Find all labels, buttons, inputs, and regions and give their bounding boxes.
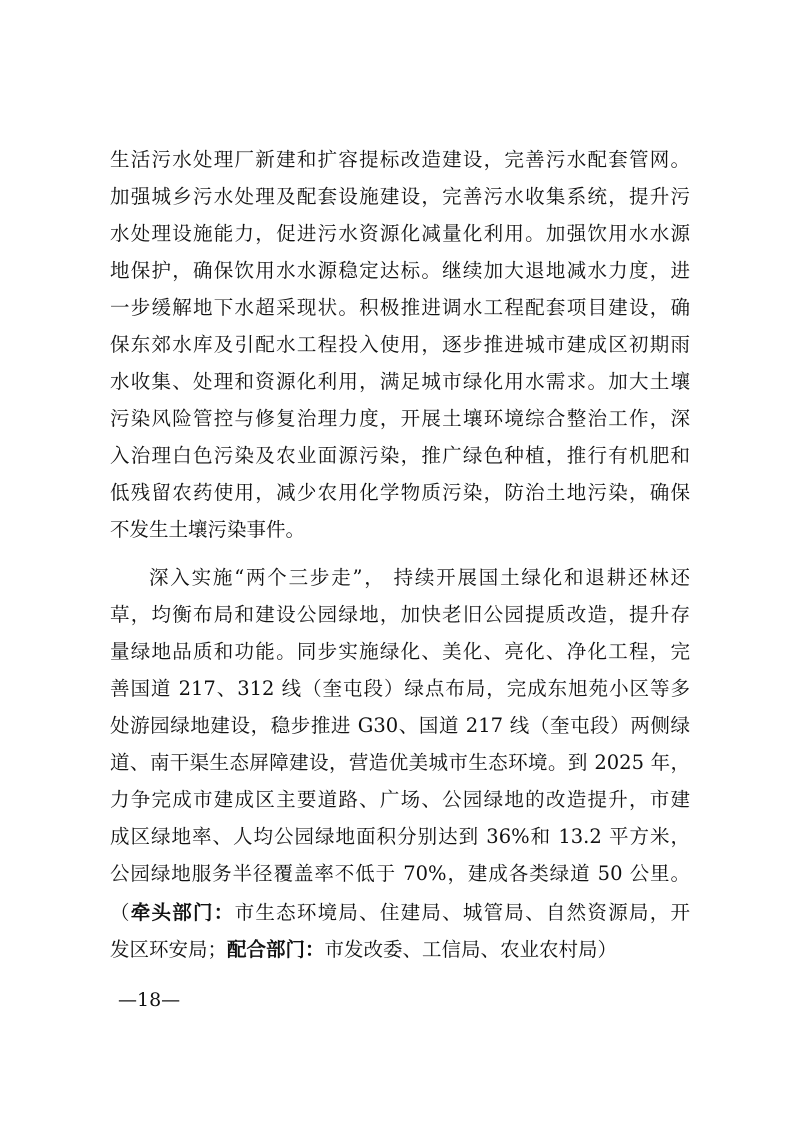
text-line: 保东郊水库及引配水工程投入使用，逐步推进城市建成区初期雨 (110, 333, 690, 356)
text-line: 污染风险管控与修复治理力度，开展土壤环境综合整治工作，深 (110, 407, 690, 430)
text-line: 善国道 217、312 线（奎屯段）绿点布局，完成东旭苑小区等多 (110, 677, 690, 700)
page-number: —18— (118, 989, 181, 1011)
text-line: 深入实施“两个三步走”， 持续开展国土绿化和退耕还林还 (149, 566, 690, 589)
text-line: 一步缓解地下水超采现状。积极推进调水工程配套项目建设，确 (110, 296, 690, 319)
coop-departments-text: 市发改委、工信局、农业农村局） (324, 938, 618, 961)
coop-colon: ： (305, 938, 325, 961)
text-line: 力争完成市建成区主要道路、广场、公园绿地的改造提升，市建 (110, 788, 690, 811)
lead-departments-text-cont: 发区环安局； (110, 938, 228, 961)
text-line: 低残留农药使用，减少农用化学物质污染，防治土地污染，确保 (110, 481, 690, 504)
text-line: 生活污水处理厂新建和扩容提标改造建设，完善污水配套管网。 (110, 148, 690, 171)
open-paren: （ (110, 901, 131, 924)
lead-colon: ： (213, 901, 235, 924)
coop-departments-line (110, 935, 690, 965)
text-line: 道、南干渠生态屏障建设，营造优美城市生态环境。到 2025 年， (110, 751, 690, 774)
lead-departments-line (110, 898, 690, 928)
text-line: 水处理设施能力，促进污水资源化减量化利用。加强饮用水水源 (110, 222, 690, 245)
text-line: 草，均衡布局和建设公园绿地，加快老旧公园提质改造，提升存 (110, 603, 690, 626)
text-line: 处游园绿地建设，稳步推进 G30、国道 217 线（奎屯段）两侧绿 (110, 714, 690, 737)
text-line: 公园绿地服务半径覆盖率不低于 70%，建成各类绿道 50 公里。 (110, 862, 690, 885)
text-line: 量绿地品质和功能。同步实施绿化、美化、亮化、净化工程，完 (110, 640, 690, 663)
coop-departments-label: 配合部门 (227, 938, 306, 961)
lead-departments-label: 牵头部门 (130, 901, 214, 924)
text-line: 加强城乡污水处理及配套设施建设，完善污水收集系统，提升污 (110, 185, 690, 208)
text-line: 地保护，确保饮用水水源稳定达标。继续加大退地减水力度，进 (110, 259, 690, 282)
text-line: 成区绿地率、人均公园绿地面积分别达到 36%和 13.2 平方米， (110, 825, 690, 848)
lead-departments-text: 市生态环境局、住建局、城管局、自然资源局，开 (234, 901, 690, 924)
text-line: 水收集、处理和资源化利用，满足城市绿化用水需求。加大土壤 (110, 370, 690, 393)
text-line: 入治理白色污染及农业面源污染，推广绿色种植，推行有机肥和 (110, 444, 690, 467)
text-line: 不发生土壤污染事件。 (110, 518, 306, 541)
